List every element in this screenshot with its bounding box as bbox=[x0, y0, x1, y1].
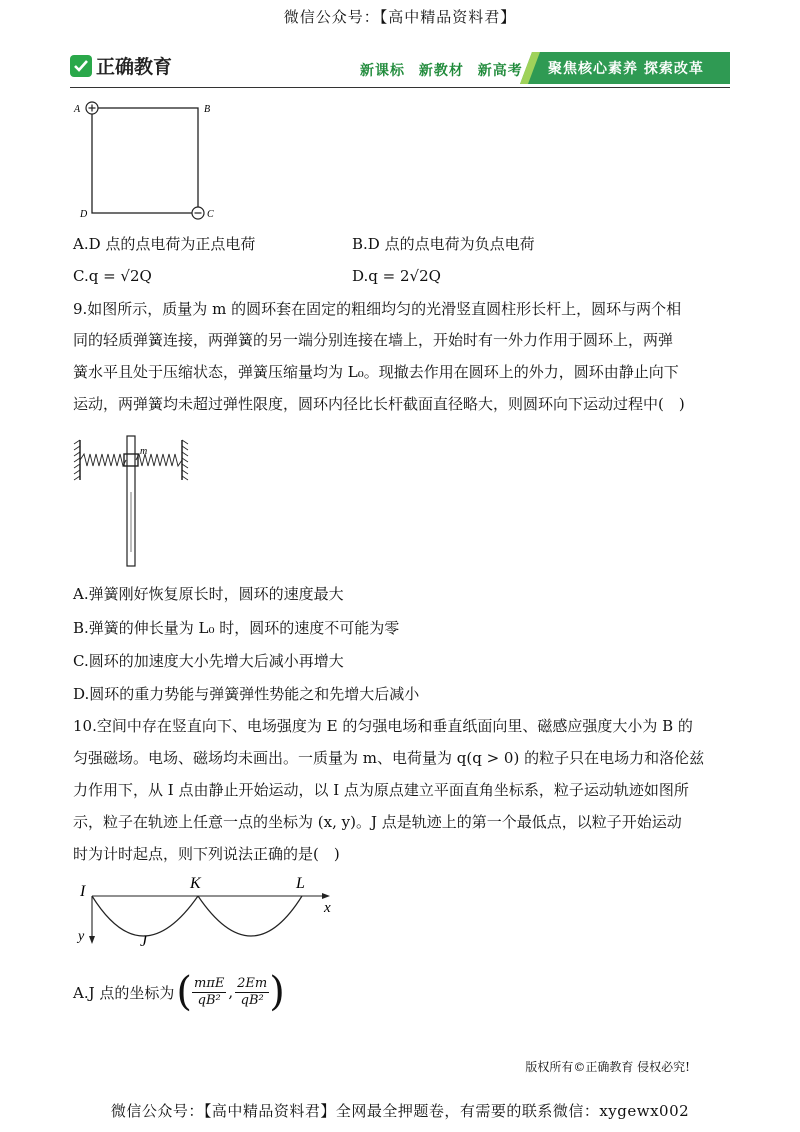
label-l: L bbox=[296, 875, 305, 892]
header-tags bbox=[360, 60, 531, 80]
fraction-2-num: 2Em bbox=[237, 975, 268, 991]
comma: , bbox=[228, 983, 234, 1001]
q10-line-4: 示，粒子在轨迹上任意一点的坐标为 (x, y)。J 点是轨迹上的第一个最低点，以粒子开始运动 bbox=[73, 813, 682, 831]
q8-option-d: D.q = 2√2Q bbox=[352, 267, 441, 285]
axis-y-label: y bbox=[78, 929, 85, 944]
q10-option-a bbox=[73, 969, 285, 1015]
q9-line-4: 运动，两弹簧均未超过弹性限度，圆环内径比长杆截面直径略大，则圆环向下运动过程中( ) bbox=[73, 395, 685, 413]
fraction-2 bbox=[235, 976, 269, 1009]
square-charges-figure bbox=[70, 96, 230, 226]
ring-spring-figure bbox=[72, 432, 192, 570]
q8-option-c: C.q = √2Q bbox=[73, 267, 152, 285]
label-b: B bbox=[204, 104, 211, 115]
logo-text: 正确教育 bbox=[96, 56, 173, 78]
label-k: K bbox=[190, 875, 201, 892]
header-rule bbox=[70, 87, 730, 88]
tag-item: 新高考 bbox=[477, 63, 523, 79]
fraction-1-num: mπE bbox=[194, 975, 225, 991]
trajectory-figure bbox=[72, 872, 352, 952]
footer-wechat: 微信公众号：【高中精品资料君】全网最全押题卷，有需要的联系微信：xygewx002 bbox=[110, 1102, 690, 1120]
q9-option-c: C.圆环的加速度大小先增大后减小再增大 bbox=[73, 652, 344, 670]
q10-line-3: 力作用下，从 I 点由静止开始运动，以 I 点为原点建立平面直角坐标系，粒子运动轨迹如图所 bbox=[73, 781, 689, 799]
axis-x-label: x bbox=[324, 900, 331, 916]
q9-line-2: 同的轻质弹簧连接，两弹簧的另一端分别连接在墙上，开始时有一外力作用于圆环上，两弹 bbox=[73, 331, 674, 349]
q9-option-d: D.圆环的重力势能与弹簧弹性势能之和先增大后减小 bbox=[73, 685, 420, 703]
label-c: C bbox=[207, 209, 214, 220]
q10-option-a-prefix: A.J 点的坐标为 bbox=[73, 983, 175, 1002]
banner-text: 聚焦核心素养 探索改革 bbox=[548, 61, 704, 77]
fraction-1-den: qB² bbox=[197, 992, 221, 1008]
paren-close: ) bbox=[269, 969, 285, 1015]
q9-line-1: 9.如图所示，质量为 m 的圆环套在固定的粗细均匀的光滑竖直圆柱形长杆上，圆环与两个相 bbox=[73, 300, 682, 318]
label-a: A bbox=[74, 104, 81, 115]
q10-line-2: 匀强磁场。电场、磁场均未画出。一质量为 m、电荷量为 q(q > 0) 的粒子只在电场力和洛伦兹 bbox=[73, 749, 705, 767]
paren-open: ( bbox=[176, 969, 192, 1015]
q8-option-a: A.D 点的点电荷为正点电荷 bbox=[73, 235, 256, 253]
q10-line-5: 时为计时起点，则下列说法正确的是( ) bbox=[73, 845, 340, 863]
label-d: D bbox=[80, 209, 88, 220]
fraction-2-den: qB² bbox=[240, 992, 264, 1008]
footer-copyright: 版权所有©正确教育 侵权必究! bbox=[525, 1060, 690, 1074]
mass-label: m bbox=[140, 446, 148, 457]
q8-option-b: B.D 点的点电荷为负点电荷 bbox=[352, 235, 535, 253]
q9-option-a: A.弹簧刚好恢复原长时，圆环的速度最大 bbox=[73, 585, 344, 603]
q9-option-b: B.弹簧的伸长量为 L₀ 时，圆环的速度不可能为零 bbox=[73, 619, 400, 637]
brand-logo bbox=[70, 52, 172, 79]
tag-item: 新教材 bbox=[418, 63, 464, 79]
q9-line-3: 簧水平且处于压缩状态，弹簧压缩量均为 L₀。现撤去作用在圆环上的外力，圆环由静止向下 bbox=[73, 363, 679, 381]
q10-line-1: 10.空间中存在竖直向下、电场强度为 E 的匀强电场和垂直纸面向里、磁感应强度大小为 B 的 bbox=[73, 717, 693, 735]
fraction-1 bbox=[192, 976, 226, 1009]
check-icon bbox=[70, 55, 92, 77]
label-j: J bbox=[140, 933, 148, 950]
header-wechat: 微信公众号：【高中精品资料君】 bbox=[283, 8, 517, 26]
label-i: I bbox=[80, 883, 86, 900]
tag-item: 新课标 bbox=[360, 63, 405, 79]
